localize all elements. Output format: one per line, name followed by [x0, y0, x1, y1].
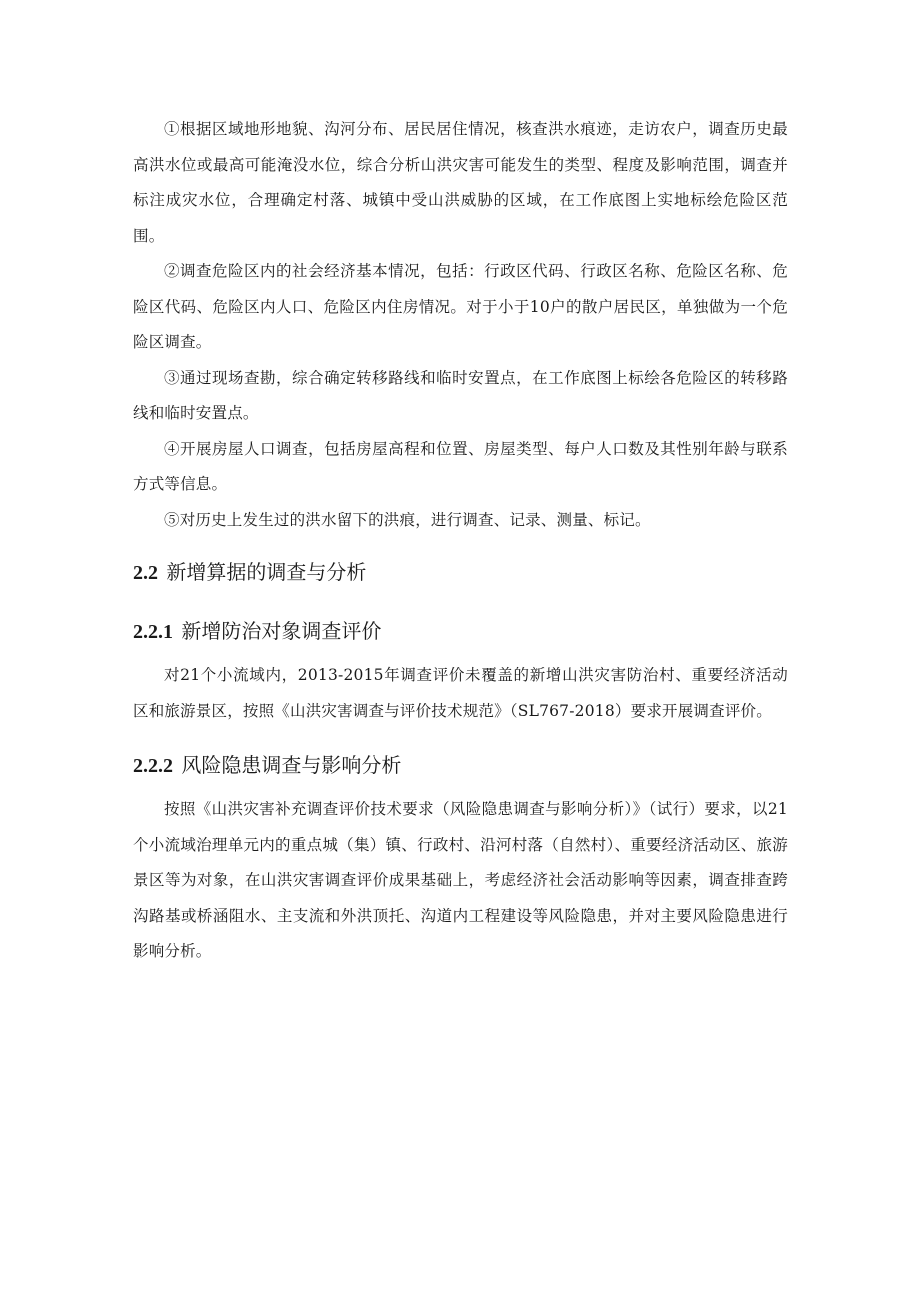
- section-heading-2-2: [133, 558, 788, 587]
- paragraph-2-2-2: 按照《山洪灾害补充调查评价技术要求（风险隐患调查与影响分析）》（试行）要求，以21个小流域治理单元内的重点城（集）镇、行政村、沿河村落（自然村）、重要经济活动区、旅游景区等为对象，在山洪灾害调查评价成果基础上，考虑经济社会活动影响等因素，调查排查跨沟路基或桥涵阻水、主支流和外洪顶托、沟道内工程建设等风险隐患，并对主要风险隐患进行影响分析。: [133, 800, 788, 960]
- paragraph-item-4: ④开展房屋人口调查，包括房屋高程和位置、房屋类型、每户人口数及其性别年龄与联系方式等信息。: [133, 439, 788, 493]
- section-heading-2-2-2: [133, 751, 788, 780]
- section-title: 新增算据的调查与分析: [166, 560, 367, 584]
- section-number: 2.2: [133, 562, 158, 584]
- section-number: 2.2.2: [133, 755, 173, 777]
- section-title: 风险隐患调查与影响分析: [181, 753, 402, 777]
- paragraph-2-2-1: 对21个小流域内，2013-2015年调查评价未覆盖的新增山洪灾害防治村、重要经济活动区和旅游景区，按照《山洪灾害调查与评价技术规范》（SL767-2018）要求开展调查评价。: [133, 666, 788, 720]
- section-title: 新增防治对象调查评价: [181, 619, 382, 643]
- section-heading-2-2-1: [133, 617, 788, 646]
- paragraph-item-3: ③通过现场查勘，综合确定转移路线和临时安置点，在工作底图上标绘各危险区的转移路线和临时安置点。: [133, 368, 788, 422]
- paragraph-item-2: ②调查危险区内的社会经济基本情况，包括：行政区代码、行政区名称、危险区名称、危险区代码、危险区内人口、危险区内住房情况。对于小于10户的散户居民区，单独做为一个危险区调查。: [133, 262, 788, 351]
- document-body: [133, 112, 788, 970]
- paragraph-item-5: ⑤对历史上发生过的洪水留下的洪痕，进行调查、记录、测量、标记。: [164, 510, 651, 529]
- section-number: 2.2.1: [133, 621, 173, 643]
- paragraph-item-1: ①根据区域地形地貌、沟河分布、居民居住情况，核查洪水痕迹，走访农户，调查历史最高洪水位或最高可能淹没水位，综合分析山洪灾害可能发生的类型、程度及影响范围，调查并标注成灾水位，合理确定村落、城镇中受山洪威胁的区域，在工作底图上实地标绘危险区范围。: [133, 120, 788, 245]
